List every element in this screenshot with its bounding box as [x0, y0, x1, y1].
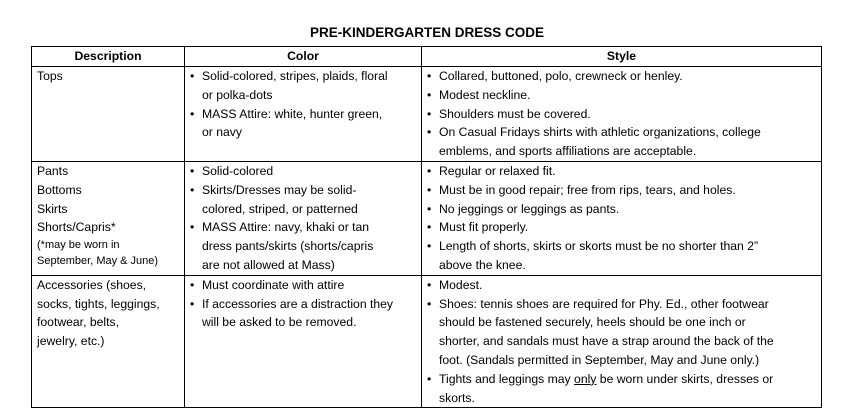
style-cell — [422, 161, 822, 275]
list-item: • Shoulders must be covered. — [427, 105, 817, 124]
description-cell — [32, 161, 185, 275]
header-row — [32, 47, 822, 67]
list-item: • Tights and leggings may only be worn under skirts, dresses or skorts. — [427, 370, 817, 408]
list-item: • Skirts/Dresses may be solid- colored, striped, or patterned — [190, 181, 417, 219]
dress-code-table — [31, 46, 822, 408]
list-item: • Modest neckline. — [427, 86, 817, 105]
header-description: Description — [32, 47, 185, 67]
list-item: • On Casual Fridays shirts with athletic organizations, college emblems, and sports affiliations are acceptable. — [427, 123, 817, 161]
table-row — [32, 161, 822, 275]
color-cell — [185, 67, 422, 162]
page-title: PRE-KINDERGARTEN DRESS CODE — [309, 25, 545, 40]
emphasis-only: only — [574, 371, 597, 386]
description-note: September, May & June) — [37, 255, 159, 268]
description-line: socks, tights, leggings, — [37, 296, 160, 311]
list-item: • MASS Attire: white, hunter green, or navy — [190, 105, 417, 143]
list-item: • Must fit properly. — [427, 218, 817, 237]
description-note: (*may be worn in — [37, 239, 120, 252]
list-item: • Regular or relaxed fit. — [427, 162, 817, 181]
header-color: Color — [185, 47, 422, 67]
table-row — [32, 67, 822, 162]
header-style: Style — [422, 47, 822, 67]
list-item: • If accessories are a distraction they will be asked to be removed. — [190, 295, 417, 333]
description-line: Tops — [37, 69, 63, 83]
description-line: Pants — [37, 163, 69, 178]
description-line: Shorts/Capris* — [37, 220, 116, 235]
list-item: • MASS Attire: navy, khaki or tan dress pants/skirts (shorts/capris are not allowed at Mass) — [190, 218, 417, 274]
color-cell — [185, 161, 422, 275]
color-list — [190, 162, 417, 275]
description-cell — [32, 67, 185, 162]
table-row — [32, 275, 822, 408]
list-item: • Length of shorts, skirts or skorts must be no shorter than 2” above the knee. — [427, 237, 817, 275]
list-item: • Modest. — [427, 276, 817, 295]
style-list — [427, 276, 817, 408]
list-item: • Must coordinate with attire — [190, 276, 417, 295]
description-line: jewelry, etc.) — [37, 334, 105, 349]
description-line: Accessories (shoes, — [37, 277, 147, 292]
color-list — [190, 67, 417, 142]
color-list — [190, 276, 417, 332]
style-cell — [422, 275, 822, 408]
list-item: • Collared, buttoned, polo, crewneck or henley. — [427, 67, 817, 86]
description-cell — [32, 275, 185, 408]
description-line: Skirts — [37, 201, 68, 216]
description-line: Bottoms — [37, 182, 82, 197]
list-item: • Solid-colored — [190, 162, 417, 181]
style-list — [427, 67, 817, 161]
list-item: • No jeggings or leggings as pants. — [427, 200, 817, 219]
color-cell — [185, 275, 422, 408]
list-item: • Must be in good repair; free from rips, tears, and holes. — [427, 181, 817, 200]
style-list — [427, 162, 817, 275]
style-cell — [422, 67, 822, 162]
description-line: footwear, belts, — [37, 315, 119, 330]
list-item: • Shoes: tennis shoes are required for Phy. Ed., other footwear should be fastened securely, heels should be one inch or shorter, and sandals must have a strap around the back of the foot. (Sandals permitted in September, May and June only.) — [427, 295, 817, 370]
list-item: • Solid-colored, stripes, plaids, floral or polka-dots — [190, 67, 417, 105]
